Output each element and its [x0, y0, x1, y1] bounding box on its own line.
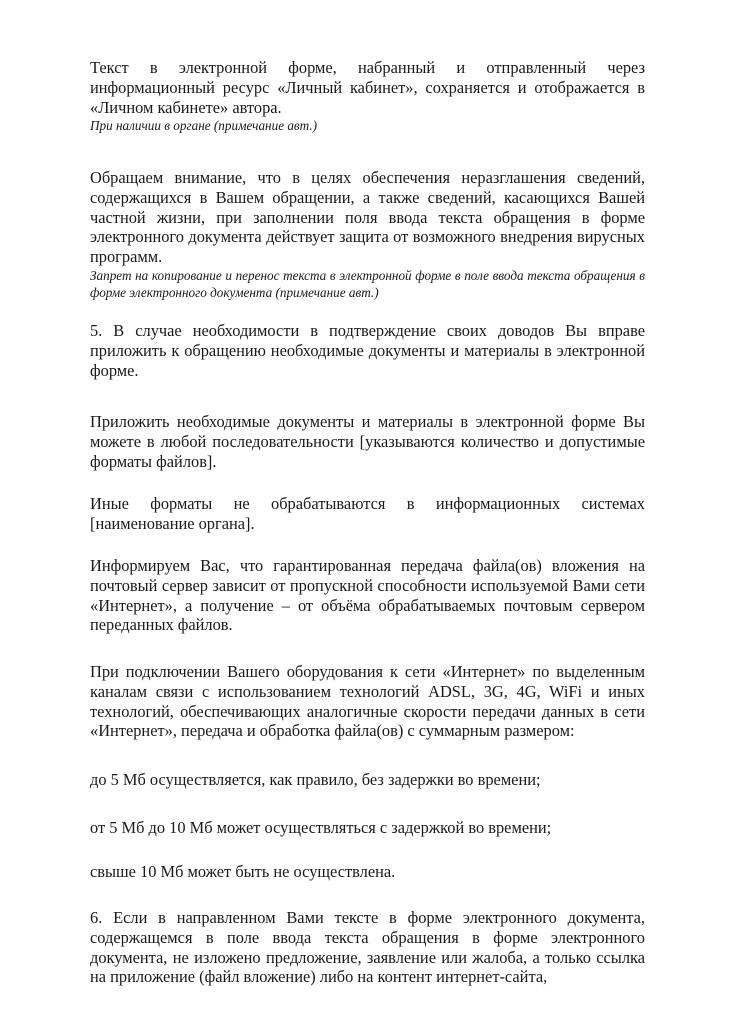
paragraph-item-5 [90, 321, 645, 380]
paragraph-size-5-to-10 [90, 818, 645, 838]
paragraph-size-up-to-5 [90, 770, 645, 790]
paragraph-text: 6. Если в направленном Вами тексте в форме электронного документа, содержащемся в поле ввода текста обращения в форме электронного документа, не изложено предложение, заявление или жалоба, а только ссылка на приложение (файл вложение) либо на контент интернет-сайта, [90, 908, 645, 987]
paragraph-file-transfer [90, 556, 645, 635]
paragraph-text: 5. В случае необходимости в подтверждение своих доводов Вы вправе приложить к обращению необходимые документы и материалы в электронной форме. [90, 321, 645, 380]
paragraph-other-formats [90, 494, 645, 534]
paragraph-text: Текст в электронной форме, набранный и отправленный через информационный ресурс «Личный кабинет», сохраняется и отображается в «Личном кабинете» автора. [90, 58, 645, 117]
paragraph-connection [90, 662, 645, 741]
paragraph-item-6 [90, 908, 645, 987]
paragraph-personal-cabinet [90, 58, 645, 135]
paragraph-size-over-10 [90, 862, 645, 882]
paragraph-text: Приложить необходимые документы и материалы в электронной форме Вы можете в любой последовательности [указываются количество и допустимые форматы файлов]. [90, 412, 645, 471]
paragraph-text: свыше 10 Мб может быть не осуществлена. [90, 862, 396, 881]
paragraph-text: Информируем Вас, что гарантированная передача файла(ов) вложения на почтовый сервер зависит от пропускной способности используемой Вами сети «Интернет», а получение – от объёма обрабатываемых почтовым сервером переданных файлов. [90, 556, 645, 635]
paragraph-text: При подключении Вашего оборудования к сети «Интернет» по выделенным каналам связи с использованием технологий ADSL, 3G, 4G, WiFi и иных технологий, обеспечивающих аналогичные скорости передачи данных в сети «Интернет», передача и обработка файла(ов) с суммарным размером: [90, 662, 645, 741]
paragraph-text: Иные форматы не обрабатываются в информационных системах [наименование органа]. [90, 494, 645, 533]
paragraph-virus-protection [90, 168, 645, 302]
paragraph-text: Обращаем внимание, что в целях обеспечения неразглашения сведений, содержащихся в Вашем обращении, а также сведений, касающихся Вашей частной жизни, при заполнении поля ввода текста обращения в форме электронного документа действует защита от возможного внедрения вирусных программ. [90, 168, 645, 267]
paragraph-attachments [90, 412, 645, 471]
author-note: Запрет на копирование и перенос текста в электронной форме в поле ввода текста обращения в форме электронного документа (примечание авт.) [90, 267, 645, 301]
paragraph-text: от 5 Мб до 10 Мб может осуществляться с задержкой во времени; [90, 818, 552, 837]
author-note: При наличии в органе (примечание авт.) [90, 118, 318, 134]
paragraph-text: до 5 Мб осуществляется, как правило, без задержки во времени; [90, 770, 541, 789]
